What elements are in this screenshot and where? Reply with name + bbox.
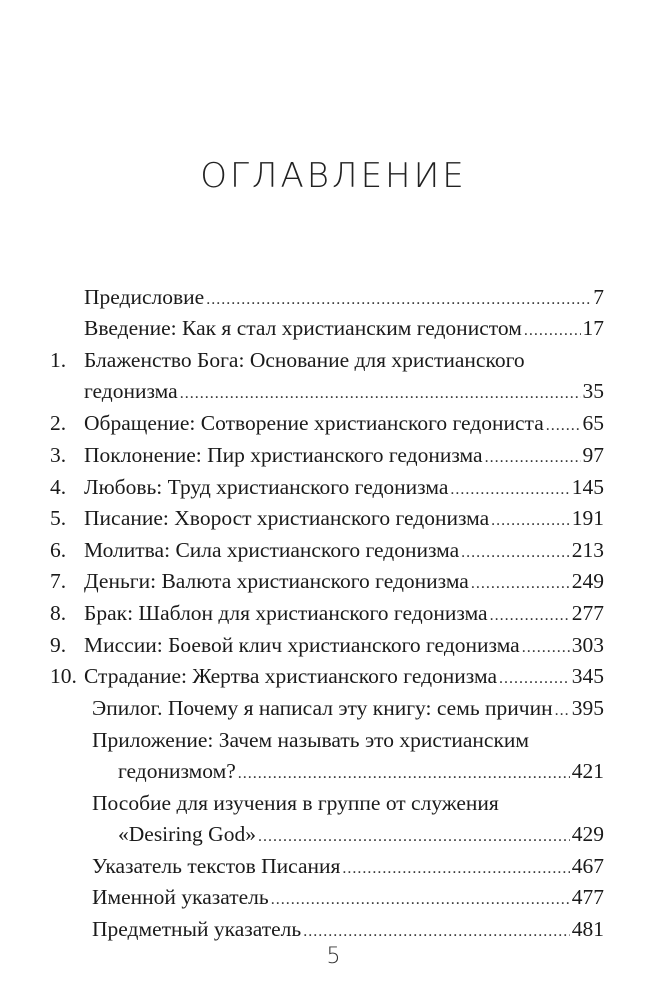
- toc-entry-page: 467: [571, 854, 604, 878]
- toc-entry-page: 97: [582, 443, 604, 467]
- chapter-number: 10.: [50, 664, 77, 688]
- toc-entry-title-continued: гедонизмом?: [118, 759, 236, 783]
- toc-entry-title-continued: «Desiring God»: [118, 822, 256, 846]
- page-title: ОГЛАВЛЕНИЕ: [200, 156, 467, 196]
- toc-entry-title: Миссии: Боевой клич христианского гедонизма: [84, 633, 520, 657]
- toc-entry-title-continued: гедонизма: [84, 379, 178, 403]
- toc-entry-page: 477: [571, 885, 604, 909]
- leader-dots: [491, 506, 570, 536]
- toc-entry-title: Страдание: Жертва христианского гедонизма: [84, 664, 497, 688]
- toc-entry-page: 421: [571, 759, 604, 783]
- leader-dots: [450, 475, 569, 505]
- chapter-number: 3.: [50, 443, 67, 467]
- toc-entry-page: 7: [593, 285, 604, 309]
- leader-dots: [555, 696, 570, 726]
- leader-dots: [303, 917, 570, 947]
- toc-entry-title: Введение: Как я стал христианским гедонистом: [84, 316, 522, 340]
- toc-entry-page: 213: [571, 538, 604, 562]
- leader-dots: [180, 379, 581, 409]
- leader-dots: [490, 601, 570, 631]
- leader-dots: [258, 822, 570, 852]
- toc-entry-title: Обращение: Сотворение христианского гедониста: [84, 411, 544, 435]
- toc-entry-title: Брак: Шаблон для христианского гедонизма: [84, 601, 488, 625]
- leader-dots: [238, 759, 570, 789]
- toc-entry-title: Деньги: Валюта христианского гедонизма: [84, 569, 469, 593]
- toc-entry-page: 277: [571, 601, 604, 625]
- toc-entry-title: Предисловие: [84, 285, 205, 309]
- toc-entry-page: 481: [571, 917, 604, 941]
- toc-entry-page: 65: [582, 411, 604, 435]
- toc-entry-page: 145: [571, 475, 604, 499]
- toc-entry-page: 35: [582, 379, 604, 403]
- toc-entry-page: 345: [571, 664, 604, 688]
- toc-entry-page: 303: [571, 633, 604, 657]
- toc-entry-title: Указатель текстов Писания: [92, 854, 341, 878]
- toc-entry-title: Поклонение: Пир христианского гедонизма: [84, 443, 483, 467]
- toc-entry-title: Предметный указатель: [92, 917, 302, 941]
- leader-dots: [499, 664, 570, 694]
- leader-dots: [485, 443, 581, 473]
- leader-dots: [461, 538, 570, 568]
- chapter-number: 7.: [50, 569, 67, 593]
- toc-entry-title: Любовь: Труд христианского гедонизма: [84, 475, 449, 499]
- leader-dots: [271, 885, 570, 915]
- toc-entry-page: 191: [571, 506, 604, 530]
- leader-dots: [546, 411, 581, 441]
- page-number: 5: [326, 944, 341, 969]
- leader-dots: [342, 854, 569, 884]
- chapter-number: 6.: [50, 538, 67, 562]
- toc-entry-title: Пособие для изучения в группе от служения: [92, 791, 499, 815]
- toc-entry-page: 395: [571, 696, 604, 720]
- toc-entry-page: 429: [571, 822, 604, 846]
- toc-entry-title: Блаженство Бога: Основание для христианского: [84, 348, 525, 372]
- toc-entry-title: Эпилог. Почему я написал эту книгу: семь причин: [92, 696, 553, 720]
- leader-dots: [471, 569, 570, 599]
- toc-entry-page: 249: [571, 569, 604, 593]
- toc-entry-title: Писание: Хворост христианского гедонизма: [84, 506, 490, 530]
- chapter-number: 2.: [50, 411, 67, 435]
- toc-entry-title: Именной указатель: [92, 885, 269, 909]
- toc-entry-title: Молитва: Сила христианского гедонизма: [84, 538, 460, 562]
- leader-dots: [522, 633, 570, 663]
- toc-entry-page: 17: [582, 316, 604, 340]
- chapter-number: 5.: [50, 506, 67, 530]
- chapter-number: 8.: [50, 601, 67, 625]
- chapter-number: 9.: [50, 633, 67, 657]
- toc-entry-title: Приложение: Зачем называть это христианским: [92, 728, 530, 752]
- leader-dots: [206, 285, 591, 315]
- chapter-number: 4.: [50, 475, 67, 499]
- leader-dots: [524, 316, 581, 346]
- chapter-number: 1.: [50, 348, 67, 372]
